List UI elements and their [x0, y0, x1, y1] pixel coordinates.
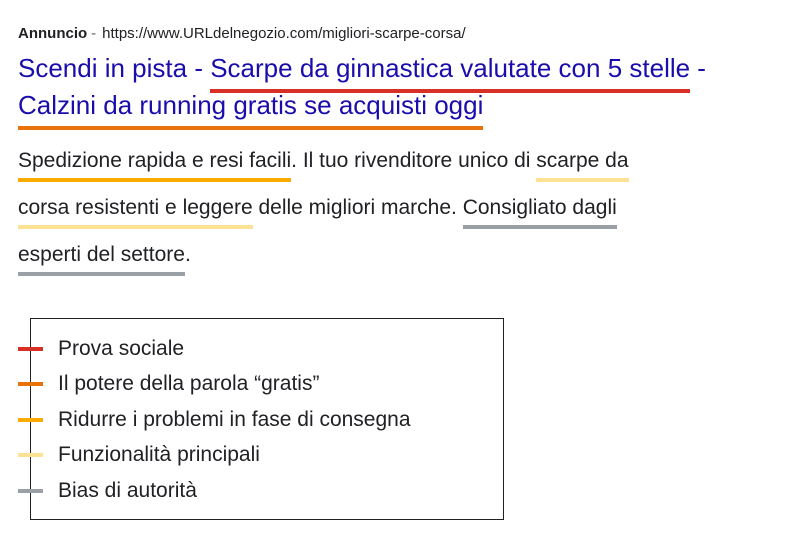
legend-label: Il potere della parola “gratis” [58, 372, 320, 395]
legend-box [30, 318, 504, 520]
ad-headline[interactable] [18, 50, 798, 124]
headline-free-socks[interactable]: Calzini da running gratis se acquisti oggi [18, 90, 483, 130]
description-feature-1: scarpe da [536, 149, 628, 182]
description-delivery: Spedizione rapida e resi facili [18, 149, 291, 182]
description-line-3 [18, 231, 778, 278]
headline-social-proof[interactable]: Scarpe da ginnastica valutate con 5 stelle [210, 53, 690, 93]
description-text: . Il tuo rivenditore unico di [291, 149, 537, 172]
ad-label: Annuncio [18, 25, 88, 42]
legend-swatch [18, 489, 43, 493]
description-authority-2: esperti del settore [18, 243, 185, 276]
description-text: delle migliori marche. [252, 196, 463, 219]
legend-label: Funzionalità principali [58, 443, 260, 466]
ad-description [18, 137, 778, 278]
legend-label: Bias di autorità [58, 479, 197, 502]
ad-separator: - [91, 25, 97, 42]
legend-swatch [18, 347, 43, 351]
description-period: . [184, 243, 191, 266]
legend-swatch [18, 453, 43, 457]
headline-part-1[interactable]: Scendi in pista - [18, 53, 211, 83]
legend-swatch [18, 418, 43, 422]
legend-label: Ridurre i problemi in fase di consegna [58, 408, 411, 431]
legend-label: Prova sociale [58, 337, 185, 360]
ad-header [18, 24, 466, 44]
headline-separator[interactable]: - [690, 53, 706, 83]
description-line-2 [18, 184, 778, 231]
legend-swatch [18, 382, 43, 386]
description-authority-1: Consigliato dagli [463, 196, 617, 229]
ad-display-url[interactable]: https://www.URLdelnegozio.com/migliori-scarpe-corsa/ [102, 25, 466, 42]
description-line-1 [18, 137, 778, 184]
description-feature-2: corsa resistenti e leggere [18, 196, 253, 229]
